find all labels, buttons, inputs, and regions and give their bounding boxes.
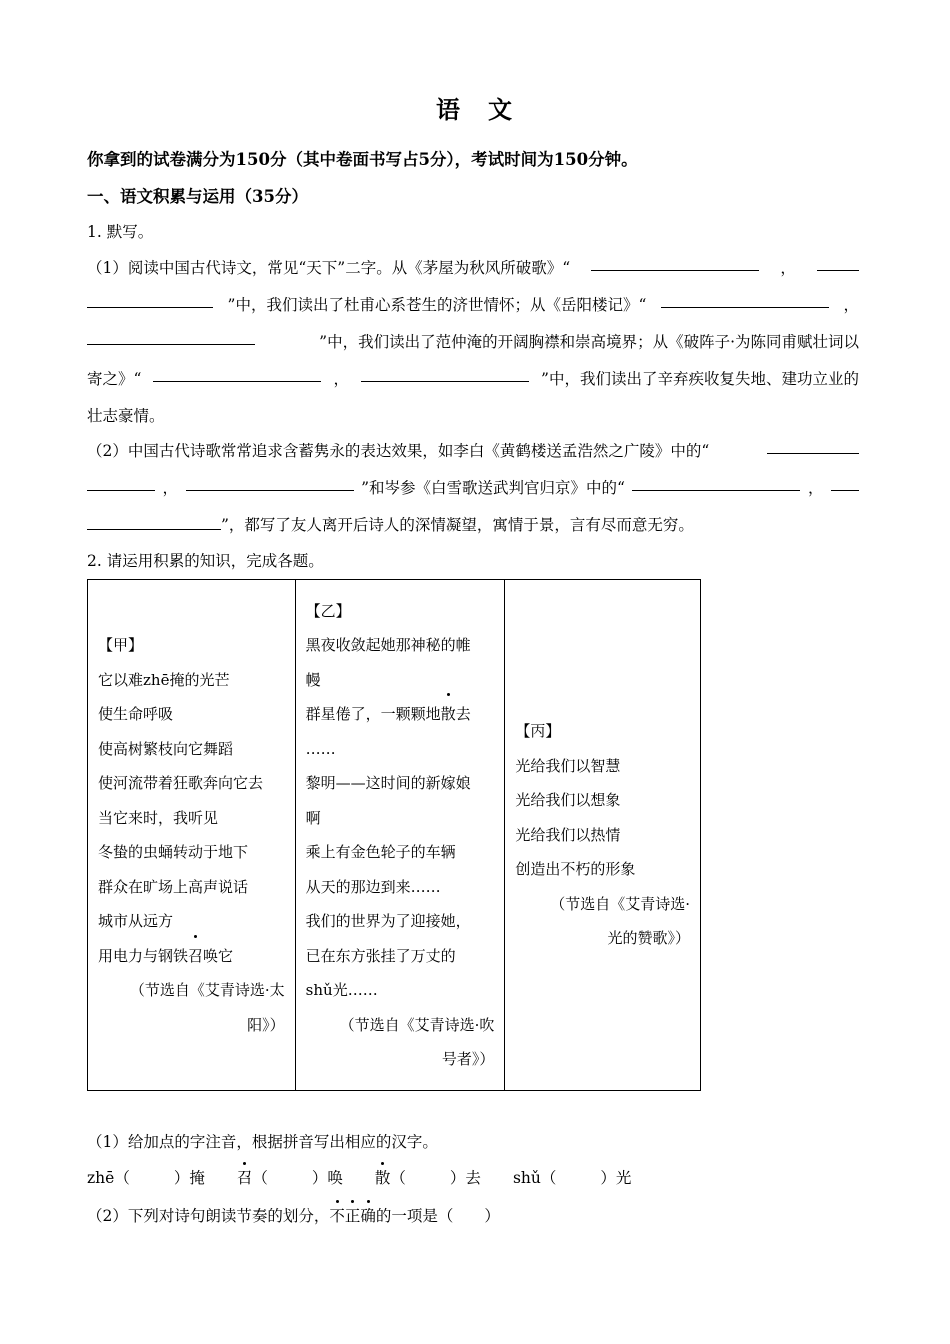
poem-line: 从天的那边到来…… [305, 877, 441, 896]
q1-part2-line1 [87, 439, 859, 461]
poem-text: 群星倦了，一颗颗地 [305, 705, 441, 723]
answer-blank[interactable] [87, 515, 221, 530]
poem-bing-heading: 【丙】 [515, 722, 561, 741]
pinyin-answer-row [87, 1166, 631, 1188]
pinyin-text: zhē（ [87, 1169, 130, 1187]
poem-line: 使高树繁枝向它舞蹈 [98, 739, 234, 758]
poem-source: （节选自《艾青诗选·吹 [339, 1015, 495, 1034]
poem-table [87, 579, 701, 1091]
poem-line [306, 697, 495, 732]
q1-text: ”中，我们读出了杜甫心系苍生的济世情怀；从《岳阳楼记》“ [227, 296, 647, 314]
poem-jia-heading: 【甲】 [98, 636, 144, 654]
poem-line: 当它来时，我听见 [98, 808, 219, 827]
question-2-label: 2. 请运用积累的知识，完成各题。 [87, 552, 324, 570]
q1-text: （1）阅读中国古代诗文，常见“天下”二字。从《茅屋为秋风所破歌》“ [87, 259, 571, 277]
poem-line: 光给我们以热情 [515, 825, 621, 844]
q1-text: ”，都写了友人离开后诗人的深情凝望，寓情于景，言有尽而意无穷。 [221, 516, 694, 534]
q1-part2-line2 [87, 476, 859, 498]
pinyin-text: ）去 [449, 1169, 481, 1187]
poem-line: 啊 [305, 808, 321, 827]
q1-part1-line1 [87, 256, 859, 278]
answer-blank[interactable] [87, 330, 255, 345]
q2-sub2-text: 的一项是（ ） [375, 1207, 500, 1225]
dotted-char: 召 [188, 939, 203, 974]
answer-blank[interactable] [661, 293, 829, 308]
poem-line: shǔ光…… [305, 981, 378, 999]
poem-line: …… [305, 739, 336, 758]
poem-yi-cell [295, 580, 505, 1091]
dotted-char: 散 [441, 697, 456, 732]
poem-jia-cell [88, 580, 296, 1091]
answer-blank[interactable] [817, 256, 859, 271]
poem-line: 黎明——这时间的新嫁娘 [305, 774, 471, 792]
pinyin-text: （ [252, 1169, 268, 1187]
poem-source: 阳》） [247, 1015, 285, 1034]
poem-line: 冬蛰的虫蛹转动于地下 [98, 843, 249, 861]
dotted-char: 召 [237, 1166, 253, 1188]
q1-text: ”和岑参《白雪歌送武判官归京》中的“ [361, 479, 625, 497]
q1-text: ”中，我们读出了辛弃疾收复失地、建功立业的 [541, 370, 859, 388]
dotted-char: 不 [329, 1204, 345, 1226]
q1-text: （2）中国古代诗歌常常追求含蓄隽永的表达效果，如李白《黄鹤楼送孟浩然之广陵》中的“ [87, 442, 710, 460]
poem-line: 光给我们以智慧 [515, 756, 621, 775]
q1-text: ”中，我们读出了范仲淹的开阔胸襟和崇高境界；从《破阵子·为陈同甫赋壮词以 [319, 333, 859, 351]
poem-line: 它以难zhē掩的光芒 [98, 670, 230, 689]
q1-part2-line3 [87, 513, 859, 535]
poem-text: 用电力与钢铁 [98, 946, 189, 965]
pinyin-text: ）掩 [173, 1169, 205, 1187]
poem-line: 已在东方张挂了万丈的 [305, 946, 456, 965]
q1-part1-line5: 壮志豪情。 [87, 407, 165, 425]
q1-part1-line2 [87, 293, 859, 315]
poem-source: 光的赞歌》） [607, 929, 690, 948]
answer-blank[interactable] [591, 256, 759, 271]
q2-sub2-text: （2）下列对诗句朗读节奏的划分， [87, 1207, 330, 1225]
poem-line: 光给我们以想象 [515, 791, 621, 810]
poem-text: 唤它 [203, 946, 234, 965]
pinyin-text: ）光 [600, 1169, 632, 1187]
poem-line: 创造出不朽的形象 [515, 860, 636, 879]
comma: ， [333, 370, 349, 388]
poem-line: 使生命呼吸 [98, 705, 174, 723]
q1-text: 寄之》“ [87, 370, 142, 388]
comma: ， [807, 479, 824, 497]
poem-line: 群众在旷场上高声说话 [98, 877, 249, 896]
q2-sub1: （1）给加点的字注音，根据拼音写出相应的汉字。 [87, 1133, 438, 1151]
emphasis-text [329, 1207, 376, 1225]
poem-source: 号者》） [441, 1050, 495, 1068]
poem-line: 使河流带着狂歌奔向它去 [98, 774, 264, 792]
comma: ， [780, 259, 796, 277]
poem-line [98, 939, 285, 974]
exam-intro: 你拿到的试卷满分为150分（其中卷面书写占5分），考试时间为150分钟。 [87, 150, 638, 169]
answer-blank[interactable] [361, 367, 529, 382]
answer-blank[interactable] [632, 476, 800, 491]
dotted-char: 确 [360, 1204, 376, 1226]
poem-line: 我们的世界为了迎接她， [305, 912, 471, 930]
poem-line: 幔 [305, 670, 321, 689]
answer-blank[interactable] [767, 439, 859, 454]
answer-blank[interactable] [87, 476, 155, 491]
dotted-char: 散 [375, 1166, 391, 1188]
answer-blank[interactable] [831, 476, 859, 491]
poem-source: （节选自《艾青诗选·太 [129, 981, 285, 999]
page-title: 语 文 [436, 95, 514, 124]
poem-line: 黑夜收敛起她那神秘的帷 [305, 636, 471, 654]
poem-source: （节选自《艾青诗选· [550, 894, 690, 913]
q1-part1-line4 [87, 367, 859, 389]
dotted-char: 正 [345, 1204, 361, 1226]
pinyin-text: shǔ（ [512, 1169, 557, 1187]
poem-line: 城市从远方 [98, 912, 174, 930]
q2-sub2 [87, 1204, 859, 1226]
question-1-label: 1. 默写。 [87, 223, 154, 241]
section-heading: 一、语文积累与运用（35分） [87, 187, 308, 206]
pinyin-text: （ [390, 1169, 406, 1187]
pinyin-text: ）唤 [311, 1169, 343, 1187]
answer-blank[interactable] [186, 476, 354, 491]
poem-text: 去 [455, 705, 471, 723]
comma: ， [843, 296, 859, 314]
answer-blank[interactable] [87, 293, 213, 308]
answer-blank[interactable] [153, 367, 321, 382]
q1-part1-line3 [87, 330, 859, 352]
poem-line: 乘上有金色轮子的车辆 [305, 843, 456, 861]
poem-bing-cell [505, 580, 701, 1091]
comma: ， [162, 479, 179, 497]
poem-yi-heading: 【乙】 [305, 601, 351, 620]
